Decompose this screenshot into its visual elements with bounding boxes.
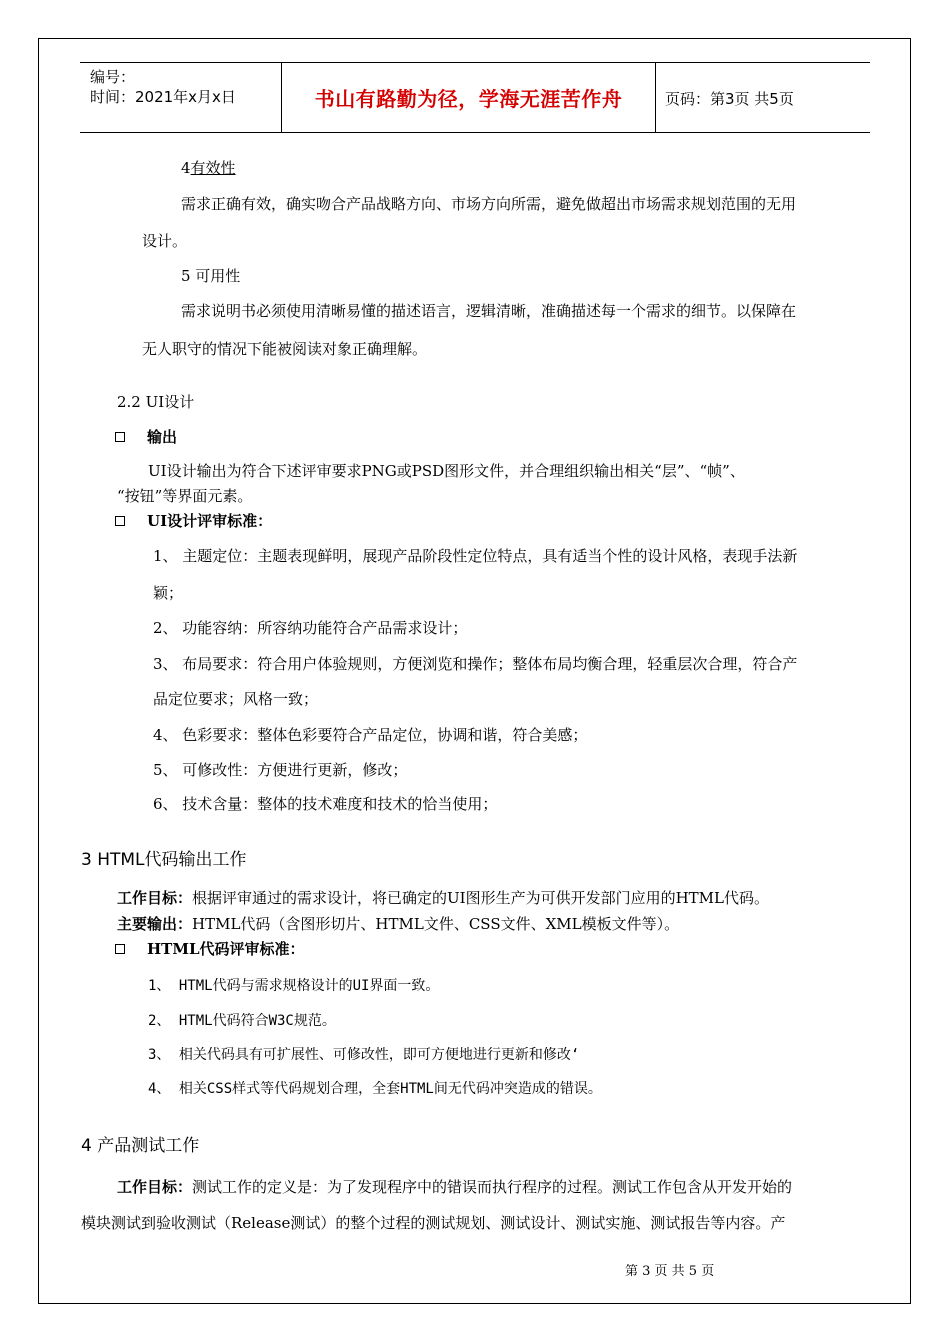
output-text: HTML代码（含图形切片、HTML文件、CSS文件、XML模板文件等）。 (192, 915, 680, 933)
section-title-text: 有效性 (190, 159, 236, 177)
section-heading-html: 3 HTML代码输出工作 (81, 850, 247, 870)
list-item: 品定位要求；风格一致； (153, 690, 319, 708)
page-footer: 第 3 页 共 5 页 (625, 1264, 715, 1279)
list-item: 1、 HTML代码与需求规格设计的UI界面一致。 (148, 978, 440, 994)
time-label: 时间：2021年x月x日 (90, 88, 236, 106)
section-title-validity (181, 158, 236, 178)
paragraph-line: 设计。 (142, 232, 188, 250)
paragraph-line: 模块测试到验收测试（Release测试）的整个过程的测试规划、测试设计、测试实施、测试报告等内容。产 (81, 1214, 786, 1232)
section-title-usability: 5 可用性 (181, 267, 241, 285)
output-label: 主要输出： (117, 915, 193, 933)
list-item: 颖； (153, 584, 184, 602)
header-meta (90, 67, 236, 107)
list-item: 2、 功能容纳：所容纳功能符合产品需求设计； (153, 619, 468, 637)
section-number: 4 (181, 159, 191, 177)
criteria-label: UI设计评审标准： (147, 512, 273, 530)
list-item: 2、 HTML代码符合W3C规范。 (148, 1013, 336, 1029)
goal-text: 测试工作的定义是：为了发现程序中的错误而执行程序的过程。测试工作包含从开发开始的 (192, 1178, 793, 1196)
goal-line (117, 1177, 792, 1197)
paragraph-line: 需求说明书必须使用清晰易懂的描述语言，逻辑清晰，准确描述每一个需求的细节。以保障在 (181, 302, 797, 320)
checkbox-bullet-icon (115, 944, 125, 954)
goal-text: 根据评审通过的需求设计，将已确定的UI图形生产为可供开发部门应用的HTML代码。 (192, 889, 769, 907)
goal-line (117, 888, 769, 908)
list-item: 3、 相关代码具有可扩展性、可修改性，即可方便地进行更新和修改‘ (148, 1047, 580, 1063)
output-label: 输出 (147, 428, 178, 446)
paragraph-line: UI设计输出为符合下述评审要求PNG或PSD图形文件，并合理组织输出相关“层”、“帧”、 (148, 462, 745, 480)
page-header (80, 62, 870, 133)
list-item: 4、 色彩要求：整体色彩要符合产品定位，协调和谐，符合美感； (153, 726, 588, 744)
paragraph-line: “按钮”等界面元素。 (117, 487, 253, 505)
list-item: 4、 相关CSS样式等代码规划合理，全套HTML间无代码冲突造成的错误。 (148, 1081, 602, 1097)
goal-label: 工作目标： (117, 1178, 193, 1196)
list-item: 1、 主题定位：主题表现鲜明，展现产品阶段性定位特点，具有适当个性的设计风格，表现手法新 (153, 547, 798, 565)
criteria-label: HTML代码评审标准： (147, 940, 305, 958)
list-item: 6、 技术含量：整体的技术难度和技术的恰当使用； (153, 795, 498, 813)
checkbox-bullet-icon (115, 516, 125, 526)
list-item: 3、 布局要求：符合用户体验规则，方便浏览和操作；整体布局均衡合理，轻重层次合理，符合产 (153, 655, 798, 673)
paragraph-line: 无人职守的情况下能被阅读对象正确理解。 (142, 340, 428, 358)
serial-label: 编号： (90, 68, 136, 86)
goal-label: 工作目标： (117, 889, 193, 907)
header-page-info: 页码：第3页 共5页 (665, 90, 794, 108)
header-motto: 书山有路勤为径，学海无涯苦作舟 (314, 87, 623, 111)
checkbox-bullet-icon (115, 432, 125, 442)
output-line (117, 914, 679, 934)
paragraph-line: 需求正确有效，确实吻合产品战略方向、市场方向所需，避免做超出市场需求规划范围的无用 (181, 195, 797, 213)
header-divider (655, 63, 656, 132)
section-heading-test: 4 产品测试工作 (81, 1136, 200, 1156)
list-item: 5、 可修改性：方便进行更新，修改； (153, 761, 408, 779)
section-heading-ui: 2.2 UI设计 (117, 393, 195, 411)
